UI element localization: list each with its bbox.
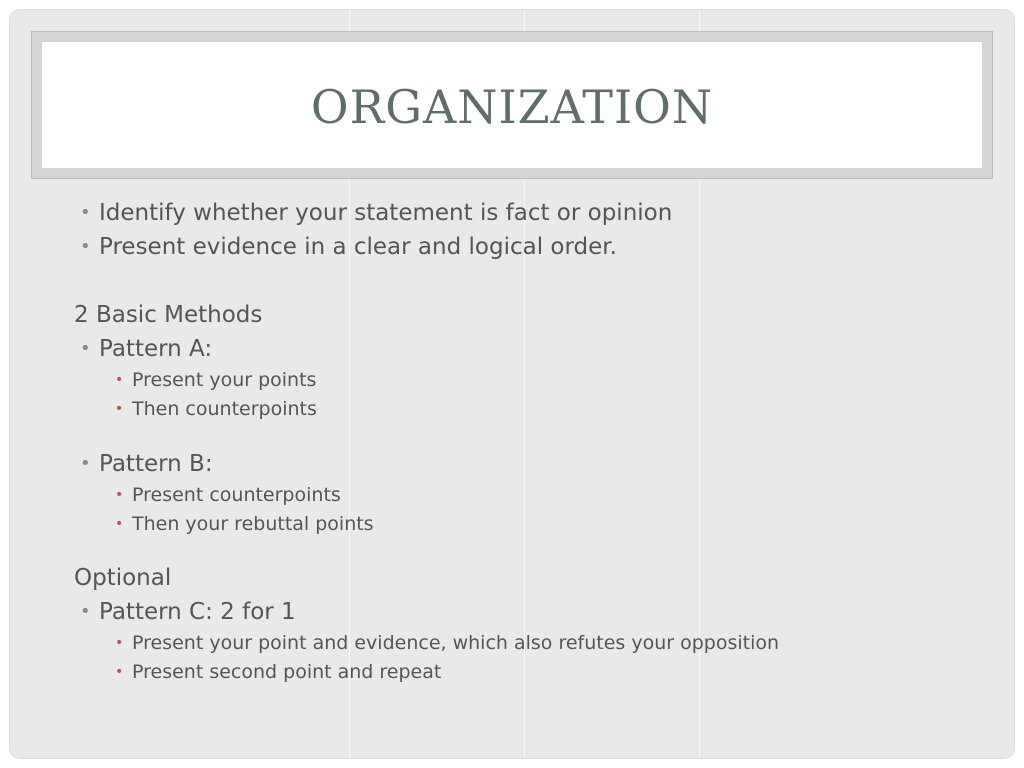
sub-bullet-text: Then your rebuttal points (132, 513, 374, 535)
sub-bullet-item (74, 366, 974, 395)
pattern-b-label: Pattern B: (99, 451, 213, 477)
slide-title: ORGANIZATION (310, 80, 714, 134)
sub-bullet-dot-icon: • (115, 635, 124, 651)
sub-bullet-dot-icon: • (115, 487, 124, 503)
sub-bullet-dot-icon: • (115, 664, 124, 680)
sub-bullet-text: Present second point and repeat (132, 661, 442, 683)
bullet-dot-icon: • (80, 236, 91, 257)
optional-heading: Optional (74, 565, 172, 591)
bullet-dot-icon: • (80, 338, 91, 359)
sub-bullet-item (74, 395, 974, 424)
title-box (42, 42, 982, 168)
slide-body (74, 196, 974, 687)
pattern-c-label: Pattern C: 2 for 1 (99, 599, 296, 625)
sub-bullet-dot-icon: • (115, 372, 124, 388)
pattern-a-label: Pattern A: (99, 336, 213, 362)
sub-bullet-text: Then counterpoints (132, 398, 317, 420)
pattern-c-item (74, 595, 974, 629)
sub-bullet-item (74, 481, 974, 510)
slide (10, 10, 1014, 758)
bullet-text: Identify whether your statement is fact or opinion (99, 200, 673, 226)
pattern-b-item (74, 447, 974, 481)
bullet-dot-icon: • (80, 453, 91, 474)
bullet-item (74, 196, 974, 230)
sub-bullet-text: Present your points (132, 369, 317, 391)
sub-bullet-text: Present counterpoints (132, 484, 341, 506)
sub-bullet-dot-icon: • (115, 516, 124, 532)
methods-heading: 2 Basic Methods (74, 302, 263, 328)
pattern-a-item (74, 332, 974, 366)
bullet-dot-icon: • (80, 202, 91, 223)
sub-bullet-item (74, 510, 974, 539)
sub-bullet-dot-icon: • (115, 401, 124, 417)
title-frame (31, 31, 993, 179)
sub-bullet-text: Present your point and evidence, which also refutes your opposition (132, 632, 780, 654)
bullet-text: Present evidence in a clear and logical order. (99, 234, 617, 260)
bullet-dot-icon: • (80, 601, 91, 622)
sub-bullet-item (74, 629, 974, 658)
sub-bullet-item (74, 658, 974, 687)
bullet-item (74, 230, 974, 264)
